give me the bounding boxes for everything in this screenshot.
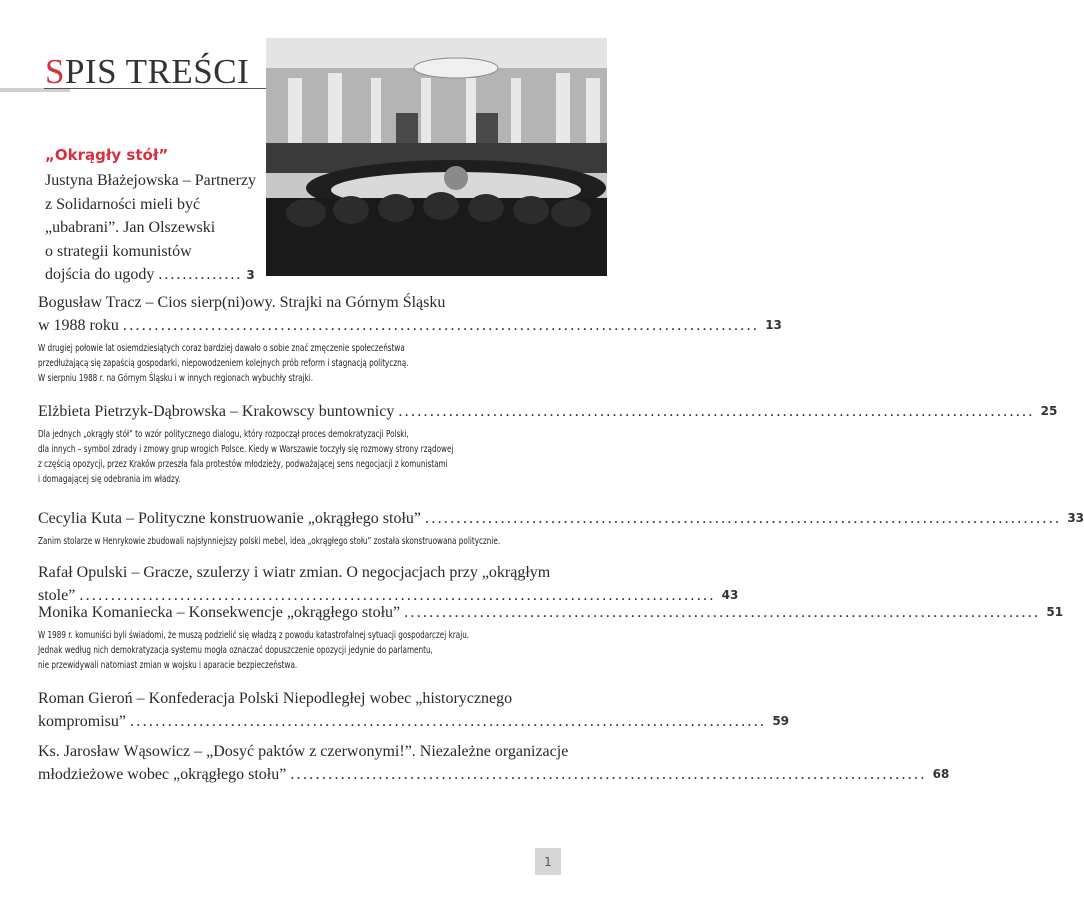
toc-entry-description <box>38 341 500 386</box>
leader-dots: ..................................................................................................... <box>290 766 927 783</box>
toc-entry-title: w 1988 roku <box>38 317 119 334</box>
toc-entry-heading-line <box>38 601 1064 624</box>
toc-entry-title: kompromisu” <box>38 713 126 730</box>
toc-entry-line: Justyna Błażejowska – Partnerzy <box>45 172 257 189</box>
leader-dots: ..................................................................................................... <box>425 510 1062 527</box>
description-line: Zanim stolarze w Henrykowie zbudowali najsłynniejszy polski mebel, idea „okrągłego stołu” została skonstruowana politycznie. <box>38 536 501 547</box>
page-ref: 25 <box>1040 404 1058 418</box>
toc-entry-description <box>38 427 500 487</box>
toc-entry-line: o strategii komunistów <box>45 242 192 260</box>
toc-entry-line-text: dojścia do ugody <box>45 266 155 283</box>
page-ref: 68 <box>932 767 950 781</box>
page-ref: 59 <box>772 714 790 728</box>
page-title-rest: PIS TREŚCI <box>64 52 250 91</box>
description-line: nie przewidywali natomiast zmian w wojsku i aparacie bezpieczeństwa. <box>38 660 298 671</box>
description-line: dla innych – symbol zdrady i zmowy grup wrogich Polsce. Kiedy w Warszawie toczyły się rozmowy strony rządowej <box>38 444 454 455</box>
toc-entry-line: „ubabrani”. Jan Olszewski <box>45 219 216 236</box>
toc-entry-line: z Solidarności mieli być <box>45 195 201 213</box>
toc-entry-heading-line <box>38 400 1058 423</box>
toc-entry-heading-line <box>38 507 1084 530</box>
leader-dots: ..................................................................................................... <box>130 713 767 730</box>
section-title: „Okrągły stół” <box>45 146 169 164</box>
description-line: W drugiej połowie lat osiemdziesiątych coraz bardziej dawało o sobie znać zmęczenie społeczeństwa <box>38 343 405 354</box>
description-line: przedłużającą się zapaścią gospodarki, niepowodzeniem kolejnych prób reform i stagnacją polityczną. <box>38 358 409 369</box>
page-title <box>45 52 249 92</box>
toc-entry-title: stole” <box>38 587 76 604</box>
toc-entry-title: Elżbieta Pietrzyk-Dąbrowska – Krakowscy buntownicy <box>38 403 395 420</box>
toc-entry-title: Roman Gieroń – Konfederacja Polski Niepodległej wobec „historycznego <box>38 690 513 707</box>
leader-dots: ..................................................................................................... <box>79 587 716 604</box>
leader-dots: .............. <box>158 266 243 283</box>
toc-entry[interactable] <box>38 740 950 786</box>
toc-entry[interactable] <box>38 687 790 733</box>
toc-entry-title: Rafał Opulski – Gracze, szulerzy i wiatr zmian. O negocjacjach przy „okrągłym <box>38 564 551 581</box>
leader-dots: ..................................................................................................... <box>398 403 1035 420</box>
toc-entry-heading-line <box>38 561 551 584</box>
toc-entry-heading-line <box>38 710 790 733</box>
leader-dots: ..................................................................................................... <box>404 604 1041 621</box>
toc-entry-title: Cecylia Kuta – Polityczne konstruowanie „okrągłego stołu” <box>38 510 422 527</box>
toc-entry-description <box>38 628 500 673</box>
description-line: Dla jednych „okrągły stół” to wzór politycznego dialogu, który rozpoczął proces demokratyzacji Polski, <box>38 429 409 440</box>
toc-entry-heading-line <box>38 763 950 786</box>
toc-entry[interactable] <box>38 400 1058 487</box>
description-line: W sierpniu 1988 r. na Górnym Śląsku i w innych regionach wybuchły strajki. <box>38 373 314 384</box>
page-ref: 13 <box>765 318 782 332</box>
description-line: i domagającej się odebrania im władzy. <box>38 474 181 485</box>
description-line: W 1989 r. komuniści byli świadomi, że muszą podzielić się władzą z powodu katastrofalnej sytuacji gospodarczej kraju. <box>38 630 470 641</box>
page-title-initial: S <box>45 52 65 91</box>
toc-entry-title: Monika Komaniecka – Konsekwencje „okrągłego stołu” <box>38 604 401 621</box>
toc-entry-featured[interactable] <box>45 169 260 288</box>
toc-entry-title: Ks. Jarosław Wąsowicz – „Dosyć paktów z czerwonymi!”. Niezależne organizacje <box>38 743 569 760</box>
toc-entry[interactable] <box>38 507 1084 549</box>
description-line: z częścią opozycji, przez Kraków przeszła fala protestów młodzieży, podważającej sens negocjacji z komunistami <box>38 459 448 470</box>
toc-entry[interactable] <box>38 291 782 386</box>
toc-entry[interactable] <box>38 601 1064 673</box>
toc-entry-heading-line <box>38 740 569 763</box>
toc-entry-description <box>38 534 500 549</box>
toc-entry-title: Bogusław Tracz – Cios sierp(ni)owy. Strajki na Górnym Śląsku <box>38 294 446 311</box>
toc-entry-heading-line <box>38 314 782 337</box>
toc-entry-title: młodzieżowe wobec „okrągłego stołu” <box>38 766 287 783</box>
toc-entry-heading-line <box>38 687 513 710</box>
round-table-photo <box>266 38 607 276</box>
page-ref: 43 <box>721 588 739 602</box>
toc-entry-line <box>45 263 260 288</box>
description-line: Jednak według nich demokratyzacja systemu mogła oznaczać dopuszczenie opozycji jedynie do parlamentu, <box>38 645 433 656</box>
page-number: 1 <box>535 848 561 875</box>
page-ref: 33 <box>1067 511 1084 525</box>
photo-illustration <box>266 38 607 276</box>
page-ref: 51 <box>1046 605 1064 619</box>
leader-dots: ..................................................................................................... <box>122 317 760 334</box>
toc-entry-heading-line <box>38 291 501 314</box>
page-ref: 3 <box>246 268 255 282</box>
